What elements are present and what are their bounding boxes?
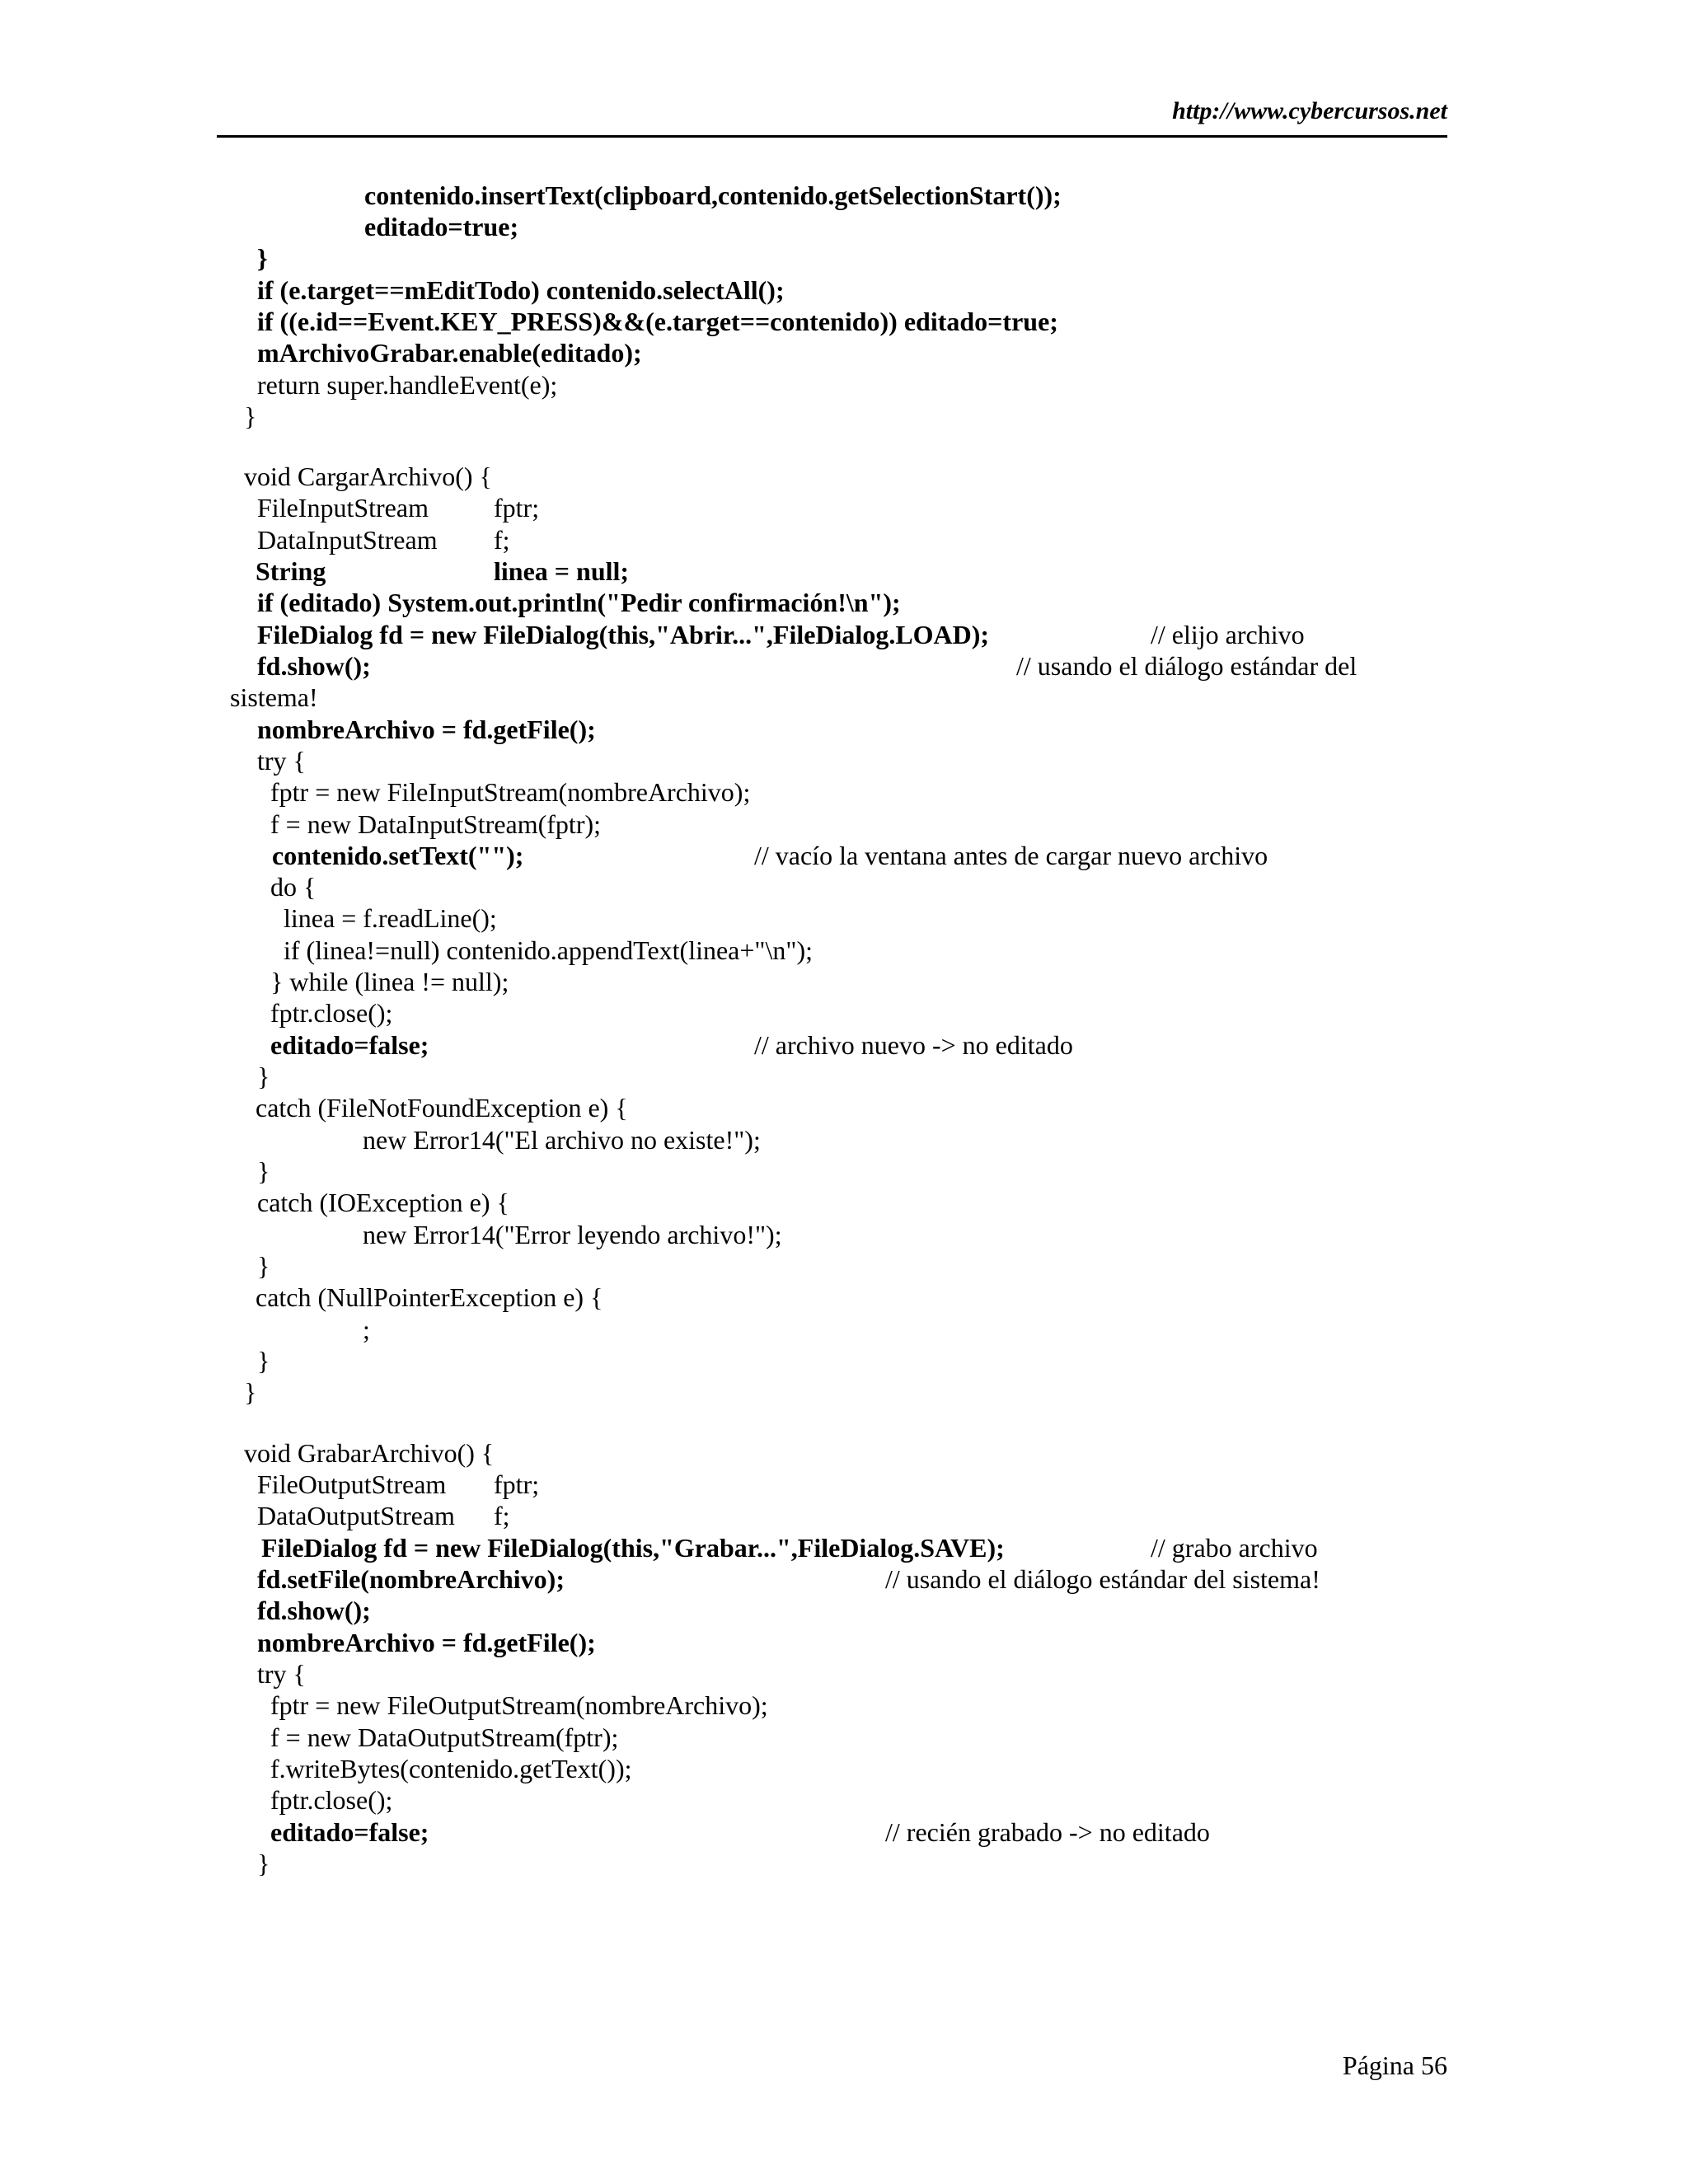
code-line (0, 1848, 1688, 1879)
code-line (0, 650, 1688, 682)
code-line (0, 401, 1688, 432)
code-text: } (257, 1156, 270, 1186)
code-text: contenido.setText(""); (272, 841, 524, 870)
code-line (0, 1187, 1688, 1218)
code-line (0, 1469, 1688, 1500)
code-line (0, 745, 1688, 776)
code-text: fd.show(); (257, 1596, 371, 1625)
code-text: void GrabarArchivo() { (244, 1438, 495, 1468)
code-comment: // elijo archivo (1151, 620, 1305, 649)
code-comment: // grabo archivo (1151, 1533, 1318, 1563)
code-text: contenido.insertText(clipboard,contenido.getSelectionStart()); (364, 180, 1062, 210)
code-line (0, 337, 1688, 368)
code-text: nombreArchivo = fd.getFile(); (257, 715, 596, 744)
code-text: nombreArchivo = fd.getFile(); (257, 1628, 596, 1657)
code-comment: // archivo nuevo -> no editado (754, 1030, 1073, 1060)
code-text: if (linea!=null) contenido.appendText(linea+"\n"); (284, 935, 813, 965)
code-line (0, 274, 1688, 306)
code-line (0, 1124, 1688, 1155)
code-line (0, 1500, 1688, 1531)
code-text: fptr = new FileInputStream(nombreArchivo); (270, 777, 751, 807)
code-line (0, 714, 1688, 745)
code-line (0, 997, 1688, 1029)
code-line (0, 524, 1688, 555)
code-text: FileOutputStream (257, 1469, 447, 1499)
code-text: linea = null; (494, 556, 630, 586)
code-text: if (e.target==mEditTodo) contenido.selectAll(); (257, 275, 785, 305)
code-text: sistema! (230, 682, 318, 712)
code-text: f = new DataInputStream(fptr); (270, 809, 602, 839)
code-text: catch (NullPointerException e) { (256, 1282, 603, 1312)
code-text: fptr.close(); (270, 998, 393, 1028)
code-text: void CargarArchivo() { (244, 462, 492, 491)
code-text: } (257, 1062, 270, 1091)
code-text: fptr; (494, 493, 540, 523)
code-text: mArchivoGrabar.enable(editado); (257, 338, 642, 368)
code-comment: // recién grabado -> no editado (885, 1817, 1210, 1847)
code-text: catch (IOException e) { (257, 1188, 509, 1217)
code-line (0, 808, 1688, 840)
code-line (0, 369, 1688, 401)
code-text: linea = f.readLine(); (284, 903, 497, 933)
code-text: f; (494, 1501, 510, 1530)
code-line (0, 1219, 1688, 1250)
code-line (0, 211, 1688, 242)
code-text: if (editado) System.out.println("Pedir confirmación!\n"); (257, 588, 901, 617)
code-text: if ((e.id==Event.KEY_PRESS)&&(e.target==contenido)) editado=true; (257, 307, 1058, 336)
code-line (0, 935, 1688, 966)
code-text: return super.handleEvent(e); (257, 370, 558, 400)
code-line (0, 180, 1688, 211)
page-number: Página 56 (1342, 2050, 1447, 2080)
code-text: } (257, 243, 268, 273)
code-text: fd.show(); (257, 651, 371, 681)
code-text: FileDialog fd = new FileDialog(this,"Abrir...",FileDialog.LOAD); (257, 620, 990, 649)
code-line (0, 1658, 1688, 1690)
code-text: FileDialog fd = new FileDialog(this,"Grabar...",FileDialog.SAVE); (261, 1533, 1005, 1563)
code-text: fptr; (494, 1469, 540, 1499)
code-comment: // usando el diálogo estándar del sistema! (885, 1564, 1320, 1594)
code-text: } while (linea != null); (270, 967, 509, 996)
code-line (0, 1314, 1688, 1345)
code-line (0, 492, 1688, 523)
code-text: f = new DataOutputStream(fptr); (270, 1722, 619, 1752)
code-comment: // vacío la ventana antes de cargar nuevo archivo (754, 841, 1268, 870)
code-text: try { (257, 746, 306, 776)
code-comment: // usando el diálogo estándar del (1016, 651, 1357, 681)
code-text: editado=false; (270, 1030, 429, 1060)
code-line (0, 1155, 1688, 1187)
code-line (0, 840, 1688, 871)
code-line (0, 1345, 1688, 1376)
code-line (0, 776, 1688, 808)
code-text: new Error14("El archivo no existe!"); (363, 1125, 761, 1155)
code-text: FileInputStream (257, 493, 429, 523)
code-text: new Error14("Error leyendo archivo!"); (363, 1220, 782, 1249)
code-text: } (257, 1849, 270, 1878)
code-line (0, 619, 1688, 650)
code-text: fd.setFile(nombreArchivo); (257, 1564, 565, 1594)
code-text: f; (494, 525, 510, 555)
code-text: do { (270, 872, 316, 902)
code-line (0, 461, 1688, 492)
code-text: fptr = new FileOutputStream(nombreArchivo); (270, 1690, 768, 1720)
code-text: f.writeBytes(contenido.getText()); (270, 1754, 632, 1783)
code-line (0, 1061, 1688, 1092)
code-line (0, 871, 1688, 902)
code-text: } (244, 401, 257, 431)
code-line (0, 1753, 1688, 1784)
code-text: catch (FileNotFoundException e) { (256, 1093, 628, 1122)
code-text: } (257, 1251, 270, 1281)
code-line (0, 1784, 1688, 1816)
code-text: String (256, 556, 326, 586)
code-text: try { (257, 1659, 306, 1689)
code-line (0, 1282, 1688, 1313)
code-text: ; (363, 1315, 370, 1344)
code-line (0, 1627, 1688, 1658)
code-text: } (244, 1377, 257, 1407)
code-line (0, 1437, 1688, 1469)
code-line (0, 966, 1688, 997)
code-line (0, 1816, 1688, 1848)
code-line (0, 555, 1688, 587)
code-line (0, 1563, 1688, 1595)
code-text: } (257, 1346, 270, 1376)
code-line (0, 1029, 1688, 1061)
code-line (0, 1250, 1688, 1282)
code-line (0, 242, 1688, 274)
code-text: DataInputStream (257, 525, 438, 555)
code-text: DataOutputStream (257, 1501, 455, 1530)
code-text: editado=true; (364, 212, 519, 241)
code-line (0, 1376, 1688, 1408)
code-line (0, 1092, 1688, 1123)
code-line (0, 587, 1688, 618)
code-line (0, 1690, 1688, 1721)
header-url[interactable]: http://www.cybercursos.net (1172, 97, 1447, 124)
code-line (0, 1722, 1688, 1753)
code-line (0, 1532, 1688, 1563)
code-text: editado=false; (270, 1817, 429, 1847)
code-line (0, 1595, 1688, 1626)
code-line (0, 902, 1688, 934)
code-line (0, 682, 1688, 713)
code-line (0, 306, 1688, 337)
code-text: fptr.close(); (270, 1785, 393, 1815)
